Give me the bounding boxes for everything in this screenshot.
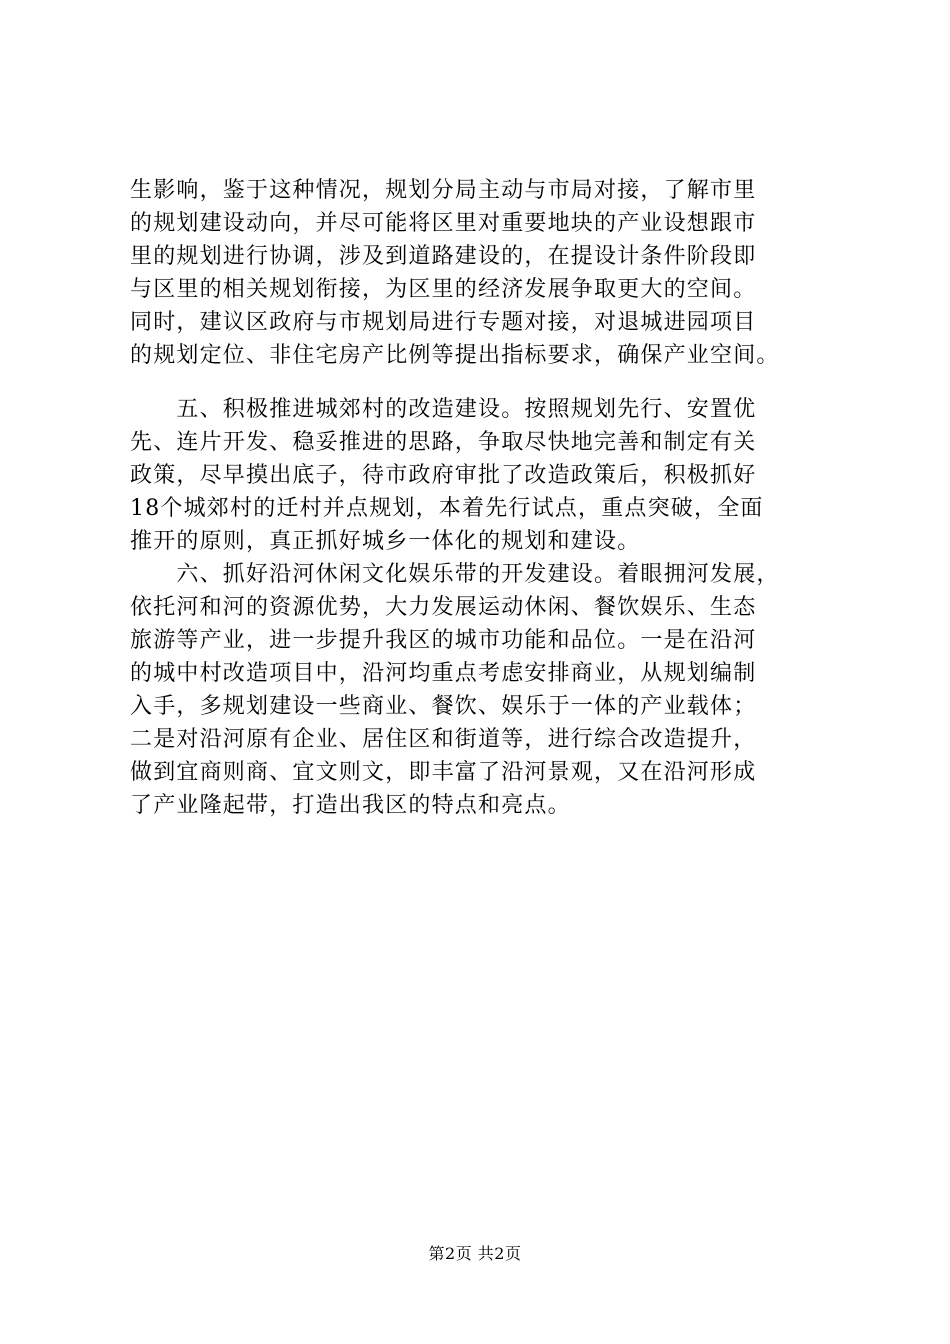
page-footer: 第2页 共2页: [428, 1244, 522, 1263]
text-line: 了产业隆起带，打造出我区的特点和亮点。: [130, 793, 571, 818]
text-line: 18个城郊村的迁村并点规划，本着先行试点，重点突破，全面: [130, 496, 764, 521]
text-line: 推开的原则，真正抓好城乡一体化的规划和建设。: [130, 529, 641, 554]
paragraph-suburban-village-renovation: [130, 393, 860, 558]
text-line: 二是对沿河原有企业、居住区和街道等，进行综合改造提升，: [130, 727, 757, 752]
text-line: 同时，建议区政府与市规划局进行专题对接，对退城进园项目: [130, 310, 757, 335]
text-line: 的规划定位、非住宅房产比例等提出指标要求，确保产业空间。: [130, 343, 780, 368]
text-line: 先、连片开发、稳妥推进的思路，争取尽快地完善和制定有关: [130, 430, 757, 455]
text-line: 政策，尽早摸出底子，待市政府审批了改造政策后，积极抓好: [130, 463, 757, 488]
text-line: 旅游等产业，进一步提升我区的城市功能和品位。一是在沿河: [130, 628, 757, 653]
paragraph-spacer: [130, 372, 860, 393]
text-line: 五、积极推进城郊村的改造建设。按照规划先行、安置优: [130, 397, 757, 422]
paragraph-planning-coordination: [130, 174, 860, 372]
text-line: 的规划建设动向，并尽可能将区里对重要地块的产业设想跟市: [130, 211, 757, 236]
text-line: 依托河和河的资源优势，大力发展运动休闲、餐饮娱乐、生态: [130, 595, 757, 620]
text-line: 六、抓好沿河休闲文化娱乐带的开发建设。着眼拥河发展，: [130, 562, 780, 587]
paragraph-riverside-leisure-belt: [130, 558, 860, 822]
text-line: 与区里的相关规划衔接，为区里的经济发展争取更大的空间。: [130, 277, 757, 302]
text-line: 生影响，鉴于这种情况，规划分局主动与市局对接，了解市里: [130, 178, 757, 203]
text-line: 里的规划进行协调，涉及到道路建设的，在提设计条件阶段即: [130, 244, 757, 269]
document-body: [130, 174, 860, 822]
text-line: 的城中村改造项目中，沿河均重点考虑安排商业，从规划编制: [130, 661, 757, 686]
text-line: 入手，多规划建设一些商业、餐饮、娱乐于一体的产业载体；: [130, 694, 757, 719]
text-line: 做到宜商则商、宜文则文，即丰富了沿河景观，又在沿河形成: [130, 760, 757, 785]
